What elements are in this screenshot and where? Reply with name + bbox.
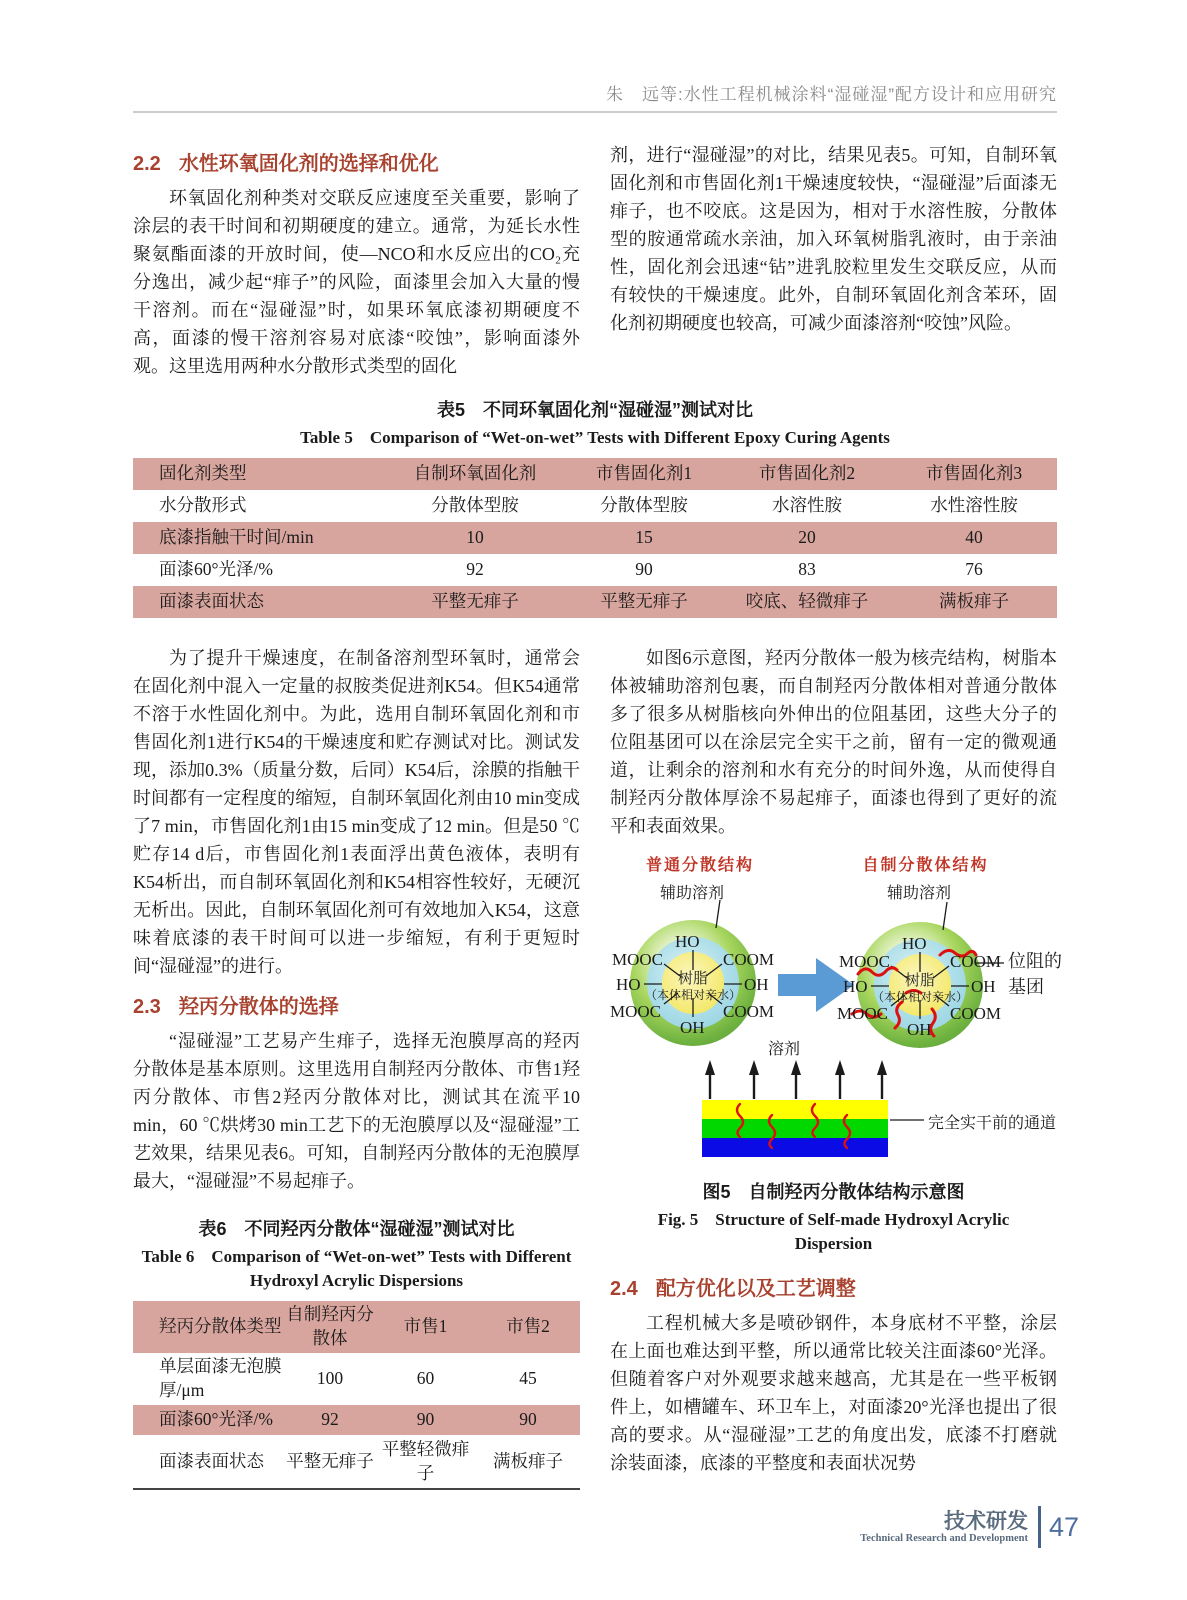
table-header-cell: 市售固化剂3	[925, 463, 1023, 484]
table-cell: 10	[466, 527, 484, 548]
left-column-top	[133, 137, 580, 380]
paragraph-core-shell: 如图6示意图，羟丙分散体一般为核壳结构，树脂本体被辅助溶剂包裹，而自制羟丙分散体相对普通分散体多了很多从树脂核向外伸出的位阻基团，这些大分子的位阻基团可以在涂层完全实干之前，留有一定的微观通道，让剩余的溶剂和水有充分的时间外逸，从而使得自制羟丙分散体厚涂不易起痱子，面漆也得到了更好的流平和表面效果。	[610, 648, 1057, 836]
table-header-cell: 市售固化剂1	[595, 463, 693, 484]
section-title: 羟丙分散体的选择	[178, 996, 339, 1018]
table-cell: 45	[519, 1368, 537, 1389]
table-cell: 平整轻微痱子	[381, 1438, 470, 1483]
oh-label: OH	[971, 977, 996, 996]
table6-caption-en-line1: Table 6 Comparison of “Wet-on-wet” Tests with Different	[141, 1247, 572, 1266]
ho-label: HO	[675, 932, 700, 951]
coom-label: COOM	[950, 952, 1002, 971]
figure5-caption-zh: 图5 自制羟丙分散体结构示意图	[702, 1182, 965, 1202]
table5-caption-en: Table 5 Comparison of “Wet-on-wet” Tests with Different Epoxy Curing Agents	[300, 428, 890, 447]
table-cell: 平整无痱子	[286, 1450, 374, 1471]
table-cell: 单层面漆无泡膜厚/μm	[159, 1356, 282, 1400]
table-cell: 40	[965, 527, 983, 548]
main-columns	[133, 644, 1062, 1490]
table-cell: 92	[466, 559, 484, 580]
mooc-label: MOOC	[610, 1002, 662, 1021]
right-column-main	[610, 644, 1062, 1490]
table6-caption-en-line2: Hydroxyl Acrylic Dispersions	[249, 1271, 464, 1290]
oh-label: OH	[907, 1020, 932, 1039]
section-title: 水性环氧固化剂的选择和优化	[178, 153, 439, 175]
paragraph-formula-optimization: 工程机械大多是喷砂钢件，本身底材不平整，涂层在上面也难达到平整，所以通常比较关注面漆60°光泽。但随着客户对外观要求越来越高，尤其是在一些平板钢件上，如槽罐车、环卫车上，对面漆20°光泽也提出了很高的要求。从“湿碰湿”工艺的角度出发，底漆不打磨就涂装面漆，底漆的平整度和表面状况势	[610, 1313, 1057, 1473]
figure5-caption-en-line1: Fig. 5 Structure of Self-made Hydroxyl Acrylic	[657, 1210, 1010, 1229]
table-cell: 20	[798, 527, 816, 548]
table-row	[133, 522, 1057, 554]
table-cell: 面漆表面状态	[159, 591, 264, 612]
section-heading-2-4	[610, 1272, 1057, 1301]
table-cell: 面漆60°光泽/%	[159, 559, 273, 580]
section-number: 2.4	[610, 1278, 638, 1300]
oh-label: OH	[680, 1018, 705, 1037]
table-cell: 底漆指触干时间/min	[159, 527, 314, 548]
table-cell: 分散体型胺	[600, 495, 688, 516]
mooc-label: MOOC	[612, 950, 664, 969]
table-cell: 满板痱子	[939, 591, 1009, 612]
table-row	[133, 458, 1057, 490]
mooc-label: MOOC	[839, 952, 891, 971]
table-row	[133, 554, 1057, 586]
table5	[133, 458, 1057, 618]
section-number: 2.3	[133, 996, 161, 1018]
table-cell: 水性溶性胺	[930, 495, 1018, 516]
paragraph-dispersion-choice: “湿碰湿”工艺易产生痱子，选择无泡膜厚高的羟丙分散体是基本原则。这里选用自制羟丙分散体、市售1羟丙分散体、市售2羟丙分散体对比，测试其在流平10 min，60 ℃烘烤30 min工艺下的无泡膜厚以及“湿碰湿”工艺效果，结果见表6。可知，自制羟丙分散体的无泡膜厚最大，“湿碰湿”不易起痱子。	[133, 1031, 580, 1191]
right-column-top	[610, 137, 1057, 380]
table-cell: 90	[416, 1409, 435, 1430]
oh-label: OH	[744, 975, 769, 994]
table-cell: 平整无痱子	[600, 591, 688, 612]
table-cell: 15	[635, 527, 653, 548]
table-cell: 咬底、轻微痱子	[745, 591, 869, 612]
coating-layers	[702, 1100, 888, 1157]
table-header-cell: 羟丙分散体类型	[159, 1316, 282, 1337]
table6-caption-zh: 表6 不同羟丙分散体“湿碰湿”测试对比	[198, 1219, 515, 1239]
table-row	[133, 1353, 580, 1405]
section-heading-2-3	[133, 990, 580, 1019]
table-cell: 83	[798, 559, 816, 580]
footer-divider	[1038, 1506, 1041, 1548]
figure5-caption-en-line2: Dispersion	[794, 1234, 873, 1253]
footer-section	[860, 1510, 1028, 1544]
table-cell: 水溶性胺	[772, 495, 842, 516]
table-cell: 水分散形式	[159, 495, 247, 516]
evaporation-arrows	[705, 1060, 887, 1099]
table-cell: 90	[635, 559, 653, 580]
table-row	[133, 1301, 580, 1353]
page-number: 47	[1048, 1511, 1079, 1542]
table-header-cell: 固化剂类型	[159, 463, 247, 484]
table-header-cell: 市售2	[506, 1316, 550, 1337]
table6	[133, 1301, 580, 1490]
figure-right-title: 自制分散体结构	[862, 857, 989, 874]
table-cell: 面漆60°光泽/%	[159, 1409, 273, 1430]
table-cell: 分散体型胺	[431, 495, 519, 516]
resin-core-label: 树脂 （本体相对亲水）	[644, 971, 741, 1002]
table-header-cell: 市售1	[403, 1316, 448, 1337]
header-rule	[133, 111, 1057, 113]
table5-block	[133, 396, 1057, 618]
table-cell: 面漆表面状态	[159, 1450, 264, 1471]
resin-core-label: 树脂 （本体相对亲水）	[871, 973, 968, 1004]
paragraph-epoxy-continued: 剂，进行“湿碰湿”的对比，结果见表5。可知，自制环氧固化剂和市售固化剂1干燥速度较快，“湿碰湿”后面漆无痱子，也不咬底。这是因为，相对于水溶性胺，分散体型的胺通常疏水亲油，加入环氧树脂乳液时，由于亲油性，固化剂会迅速“钻”进乳胶粒里发生交联反应，从而有较快的干燥速度。此外，自制环氧固化剂含苯环，固化剂初期硬度也较高，可减少面漆溶剂“咬蚀”风险。	[610, 145, 1057, 333]
coom-label: COOM	[723, 950, 775, 969]
table-row	[133, 1405, 580, 1435]
table6-block	[133, 1215, 580, 1490]
table-header-cell: 市售固化剂2	[758, 463, 856, 484]
table-row	[133, 1435, 580, 1489]
paragraph-epoxy-intro: 环氧固化剂种类对交联反应速度至关重要，影响了涂层的表干时间和初期硬度的建立。通常，为延长水性聚氨酯面漆的开放时间，使—NCO和水反应出的CO₂充分逸出，减少起“痱子”的风险，面漆里会加入大量的慢干溶剂。而在“湿碰湿”时，如果环氧底漆初期硬度不高，面漆的慢干溶剂容易对底漆“咬蚀”，影响面漆外观。这里选用两种水分散形式类型的固化	[133, 188, 580, 376]
top-columns	[133, 137, 1057, 380]
coom-label: COOM	[723, 1002, 775, 1021]
ho-label: HO	[616, 975, 641, 994]
table5-caption-zh: 表5 不同环氧固化剂“湿碰湿”测试对比	[436, 400, 753, 420]
solvent-label: 溶剂	[768, 1041, 801, 1058]
table-cell: 60	[416, 1368, 435, 1389]
running-head: 朱 远等:水性工程机械涂料“湿碰湿”配方设计和应用研究	[605, 85, 1057, 104]
section-heading-2-2	[133, 147, 580, 176]
table-cell: 满板痱子	[493, 1450, 563, 1471]
figure-left-title: 普通分散结构	[645, 857, 754, 874]
table-header-cell: 自制羟丙分散体	[286, 1304, 374, 1348]
mooc-label: MOOC	[837, 1004, 889, 1023]
coom-label: COOM	[950, 1004, 1002, 1023]
footer-section-zh: 技术研发	[943, 1509, 1028, 1533]
section-number: 2.2	[133, 153, 161, 175]
aux-solvent-label: 辅助溶剂	[887, 885, 952, 902]
table-row	[133, 490, 1057, 522]
steric-group-label: 位阻的 基团	[1008, 951, 1062, 998]
ho-label: HO	[843, 977, 868, 996]
page-footer	[860, 1506, 1079, 1548]
table-row	[133, 586, 1057, 618]
figure5-diagram	[610, 852, 1062, 1164]
paragraph-k54: 为了提升干燥速度，在制备溶剂型环氧时，通常会在固化剂中混入一定量的叔胺类促进剂K54。但K54通常不溶于水性固化剂中。为此，选用自制环氧固化剂和市售固化剂1进行K54的干燥速度和贮存测试对比。测试发现，添加0.3%（质量分数，后同）K54后，涂膜的指触干时间都有一定程度的缩短，自制环氧固化剂由10 min变成了7 min，市售固化剂1由15 min变成了12 min。但是50 ℃贮存14 d后，市售固化剂1表面浮出黄色液体，表明有K54析出，而自制环氧固化剂和K54相容性较好，无硬沉无析出。因此，自制环氧固化剂可有效地加入K54，这意味着底漆的表干时间可以进一步缩短，有利于更短时间“湿碰湿”的进行。	[133, 648, 580, 976]
left-column-main	[133, 644, 580, 1490]
table-cell: 平整无痱子	[431, 591, 519, 612]
aux-solvent-label: 辅助溶剂	[660, 885, 725, 902]
table-cell: 90	[519, 1409, 537, 1430]
table-header-cell: 自制环氧固化剂	[413, 463, 537, 484]
footer-section-en: Technical Research and Development	[860, 1533, 1028, 1545]
channel-label: 完全实干前的通道	[928, 1115, 1057, 1132]
table-cell: 92	[321, 1409, 339, 1430]
table-cell: 76	[965, 559, 983, 580]
section-title: 配方优化以及工艺调整	[655, 1278, 856, 1300]
table-cell: 100	[316, 1368, 344, 1389]
ho-label: HO	[902, 934, 927, 953]
